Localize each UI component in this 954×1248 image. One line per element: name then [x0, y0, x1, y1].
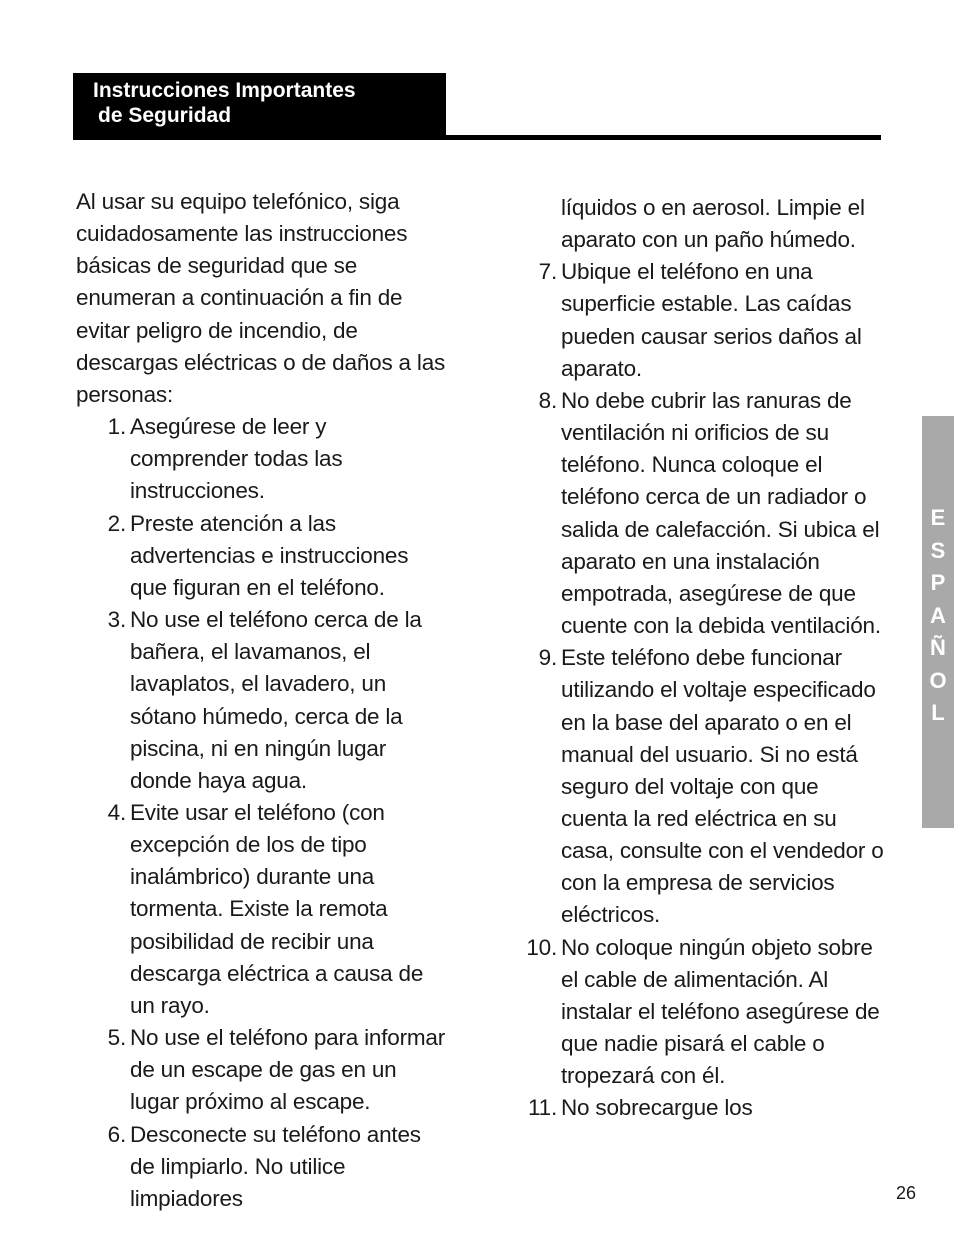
item-text: Evite usar el teléfono (con excepción de los de tipo inalámbrico) durante una tormenta. Existe la remota posibilidad de recibir una descarga eléctrica a causa de un rayo. — [130, 799, 424, 1018]
item-number: 1. — [107, 414, 126, 440]
list-item — [76, 604, 448, 797]
item-number: 9. — [538, 645, 557, 671]
item-text: Este teléfono debe funcionar utilizando el voltaje especificado en la base del aparato o en el manual del usuario. Si no está seguro del voltaje con que cuenta la red eléctrica en su casa, consulte con el vendedor o con la empresa de servicios eléctricos. — [561, 645, 884, 928]
list-item — [526, 1092, 886, 1124]
item-text: No debe cubrir las ranuras de ventilación ni orificios de su teléfono. Nunca coloque el teléfono cerca de un radiador o salida de calefacción. Si ubica el aparato en una instalación empotrada, asegúrese de que cuente con la debida ventilación. — [561, 387, 881, 639]
section-title-line1: Instrucciones Importantes — [93, 79, 356, 102]
section-header — [73, 73, 446, 135]
item-text: No coloque ningún objeto sobre el cable de alimentación. Al instalar el teléfono asegúrese de que nadie pisará el cable o tropezará con él. — [561, 934, 880, 1089]
item-number: 2. — [107, 510, 126, 536]
tab-letter: S — [930, 537, 946, 563]
tab-letter: O — [929, 667, 947, 693]
tab-letter: A — [930, 602, 946, 628]
item-number: 8. — [538, 387, 557, 413]
item-number: 4. — [107, 799, 126, 825]
page-number: 26 — [896, 1183, 917, 1203]
list-item — [76, 508, 448, 604]
safety-list-right — [526, 256, 886, 1124]
item-number: 5. — [107, 1025, 126, 1051]
language-side-tab — [922, 416, 954, 828]
item-number: 3. — [107, 607, 126, 633]
item-number: 10. — [526, 934, 557, 960]
item-text: Desconecte su teléfono antes de limpiarlo. No utilice limpiadores — [130, 1121, 421, 1211]
item-text: No sobrecargue los — [561, 1095, 753, 1121]
tab-letter: E — [930, 505, 946, 530]
tab-letter: Ñ — [930, 635, 946, 660]
item-text: Ubique el teléfono en una superficie estable. Las caídas pueden causar serios daños al aparato. — [561, 259, 862, 381]
list-item — [526, 385, 886, 642]
item-text: No use el teléfono cerca de la bañera, el lavamanos, el lavaplatos, el lavadero, un sótano húmedo, cerca de la piscina, ni en ningún lugar donde haya agua. — [130, 607, 422, 793]
item-text: Asegúrese de leer y comprender todas las instrucciones. — [130, 414, 343, 504]
item-number: 7. — [538, 259, 557, 285]
list-item — [76, 411, 448, 507]
list-item — [526, 932, 886, 1093]
tab-letter: L — [931, 700, 945, 725]
list-item — [76, 797, 448, 1022]
header-rule — [73, 135, 881, 140]
item-text: Preste atención a las advertencias e instrucciones que figuran en el teléfono. — [130, 510, 409, 600]
right-column — [526, 192, 886, 1125]
continued-item-text: líquidos o en aerosol. Limpie el aparato con un paño húmedo. — [561, 195, 865, 253]
safety-list-left — [76, 411, 448, 1215]
section-title-line2: de Seguridad — [98, 104, 232, 127]
item-number: 6. — [107, 1121, 126, 1147]
list-item — [526, 256, 886, 385]
item-text: No use el teléfono para informar de un escape de gas en un lugar próximo al escape. — [130, 1025, 446, 1115]
list-item — [76, 1022, 448, 1118]
language-tab-label — [922, 502, 954, 730]
left-column — [76, 186, 448, 1215]
tab-letter: P — [930, 570, 946, 595]
intro-paragraph: Al usar su equipo telefónico, siga cuidadosamente las instrucciones básicas de seguridad que se enumeran a continuación a fin de evitar peligro de incendio, de descargas eléctricas o de daños a las personas: — [76, 189, 446, 407]
list-item — [76, 1119, 448, 1215]
item-number: 11. — [527, 1095, 557, 1121]
list-item — [526, 642, 886, 931]
